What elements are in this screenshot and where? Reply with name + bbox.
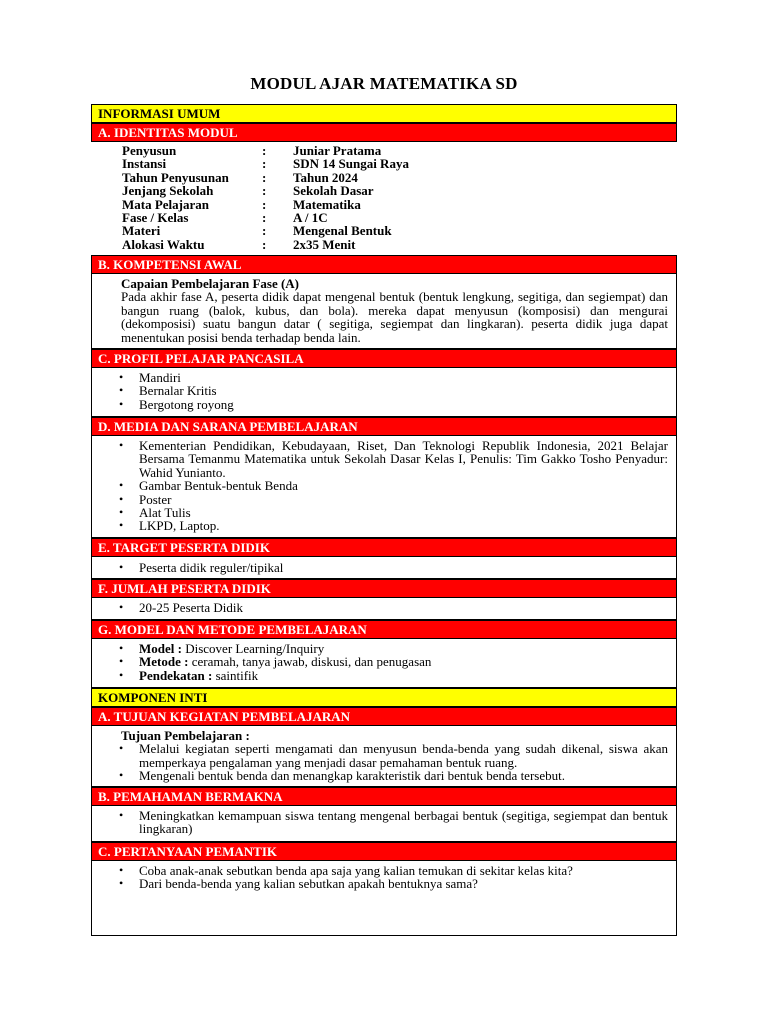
identitas-label: Jenjang Sekolah: [122, 183, 214, 199]
identitas-label: Fase / Kelas: [122, 209, 189, 225]
metode-label: Metode :: [139, 654, 189, 670]
section-komponen-inti: KOMPONEN INTI: [91, 688, 677, 707]
list-item: • Kementerian Pendidikan, Kebudayaan, Riset, Dan Teknologi Republik Indonesia, 2021 Belajar Bersama Temanmu Matematika untuk Sekolah Dasar Kelas I, Penulis: Tim Gakko Tosho Penyadur: Wahid Yunianto.: [92, 439, 668, 479]
identitas-value: Matematika: [293, 196, 361, 212]
identitas-sep: :: [262, 143, 267, 158]
identitas-value: Mengenal Bentuk: [293, 223, 392, 239]
list-item: • LKPD, Laptop.: [92, 519, 668, 532]
media-list: [92, 439, 676, 533]
identitas-row: [122, 238, 677, 251]
identitas-sep: :: [262, 209, 267, 225]
identitas-row: [122, 157, 677, 170]
tujuan-list: [92, 742, 676, 782]
media-box: [91, 436, 677, 538]
pendekatan-label: Pendekatan :: [139, 667, 213, 683]
identitas-row: [122, 198, 677, 211]
identitas-value: SDN 14 Sungai Raya: [293, 156, 409, 172]
model-box: [91, 639, 677, 688]
list-item: • Mandiri: [92, 371, 676, 384]
identitas-row: [122, 211, 677, 224]
target-list: [92, 561, 676, 574]
list-item: • Mengenali bentuk benda dan menangkap karakteristik dari bentuk benda tersebut.: [92, 769, 668, 782]
profil-box: [91, 368, 677, 417]
section-media-header: D. MEDIA DAN SARANA PEMBELAJARAN: [91, 417, 677, 436]
jumlah-list: [92, 601, 676, 614]
list-item: • Dari benda-benda yang kalian sebutkan apakah bentuknya sama?: [92, 877, 676, 890]
identitas-row: [122, 144, 677, 157]
section-profil-header: C. PROFIL PELAJAR PANCASILA: [91, 349, 677, 368]
list-item: • Bergotong royong: [92, 398, 676, 411]
identitas-value: Juniar Pratama: [293, 143, 382, 158]
identitas-value: Tahun 2024: [293, 169, 358, 185]
list-item: • Gambar Bentuk-bentuk Benda: [92, 479, 668, 492]
pemahaman-box: [91, 806, 677, 842]
section-pemahaman-header: B. PEMAHAMAN BERMAKNA: [91, 787, 677, 806]
list-item: • Coba anak-anak sebutkan benda apa saja yang kalian temukan di sekitar kelas kita?: [92, 864, 676, 877]
section-tujuan-header: A. TUJUAN KEGIATAN PEMBELAJARAN: [91, 707, 677, 726]
section-model-header: G. MODEL DAN METODE PEMBELAJARAN: [91, 620, 677, 639]
list-item: • Meningkatkan kemampuan siswa tentang mengenal berbagai bentuk (segitiga, segiempat dan bentuk lingkaran): [92, 809, 668, 836]
pemahaman-list: [92, 809, 676, 836]
list-item: • Alat Tulis: [92, 506, 668, 519]
kompetensi-text: Pada akhir fase A, peserta didik dapat mengenal bentuk (bentuk lengkung, segitiga, dan segiempat) dan bangun ruang (balok, kubus, dan bola). mereka dapat menyusun (komposisi) dan mengurai (dekomposisi) suatu bangun datar ( segitiga, segiempat dan lingkaran). peserta didik juga dapat menentukan posisi benda terhadap benda lain.: [121, 289, 668, 345]
list-item: [92, 669, 676, 682]
identitas-value: A / 1C: [293, 209, 328, 225]
section-jumlah-header: F. JUMLAH PESERTA DIDIK: [91, 579, 677, 598]
tujuan-subtitle: Tujuan Pembelajaran :: [121, 728, 250, 743]
identitas-sep: :: [262, 169, 267, 185]
list-item: • Poster: [92, 493, 668, 506]
jumlah-box: [91, 598, 677, 620]
identitas-row: [122, 184, 677, 197]
identitas-label: Penyusun: [122, 143, 177, 158]
identitas-row: [122, 171, 677, 184]
identitas-label: Mata Pelajaran: [122, 196, 210, 212]
identitas-sep: :: [262, 223, 267, 239]
identitas-label: Instansi: [122, 156, 167, 172]
kompetensi-box: [91, 274, 677, 349]
section-informasi-umum: INFORMASI UMUM: [91, 104, 677, 123]
model-label: Model :: [139, 641, 182, 656]
list-item: • 20-25 Peserta Didik: [92, 601, 676, 614]
list-item: • Bernalar Kritis: [92, 384, 676, 397]
profil-list: [92, 371, 676, 411]
document-title: MODUL AJAR MATEMATIKA SD: [250, 74, 518, 93]
list-item: [92, 655, 676, 668]
identitas-label: Tahun Penyusunan: [122, 169, 229, 185]
kompetensi-subtitle: Capaian Pembelajaran Fase (A): [121, 276, 300, 291]
identitas-value: 2x35 Menit: [293, 236, 356, 252]
section-pertanyaan-header: C. PERTANYAAN PEMANTIK: [91, 842, 677, 861]
pertanyaan-list: [92, 864, 676, 891]
section-identitas-header: A. IDENTITAS MODUL: [91, 123, 677, 142]
identitas-sep: :: [262, 196, 267, 212]
identitas-row: [122, 224, 677, 237]
module-table: [91, 104, 677, 936]
section-kompetensi-header: B. KOMPETENSI AWAL: [91, 255, 677, 274]
list-item: [92, 642, 676, 655]
list-item: • Peserta didik reguler/tipikal: [92, 561, 676, 574]
identitas-list: [91, 142, 677, 255]
section-target-header: E. TARGET PESERTA DIDIK: [91, 538, 677, 557]
metode-text: ceramah, tanya jawab, diskusi, dan penugasan: [188, 654, 432, 670]
identitas-sep: :: [262, 236, 267, 252]
model-text: Discover Learning/Inquiry: [181, 641, 325, 656]
identitas-value: Sekolah Dasar: [293, 183, 374, 199]
tujuan-box: [91, 726, 677, 787]
identitas-sep: :: [262, 183, 267, 199]
identitas-sep: :: [262, 156, 267, 172]
identitas-label: Alokasi Waktu: [122, 236, 205, 252]
pendekatan-text: saintifik: [212, 667, 259, 683]
pertanyaan-box: [91, 861, 677, 936]
identitas-label: Materi: [122, 223, 161, 239]
list-item: • Melalui kegiatan seperti mengamati dan menyusun benda-benda yang sudah dikenal, siswa akan memperkaya pengalaman yang menjadi dasar pemahaman bentuk ruang.: [92, 742, 668, 769]
target-box: [91, 557, 677, 579]
model-list: [92, 642, 676, 682]
